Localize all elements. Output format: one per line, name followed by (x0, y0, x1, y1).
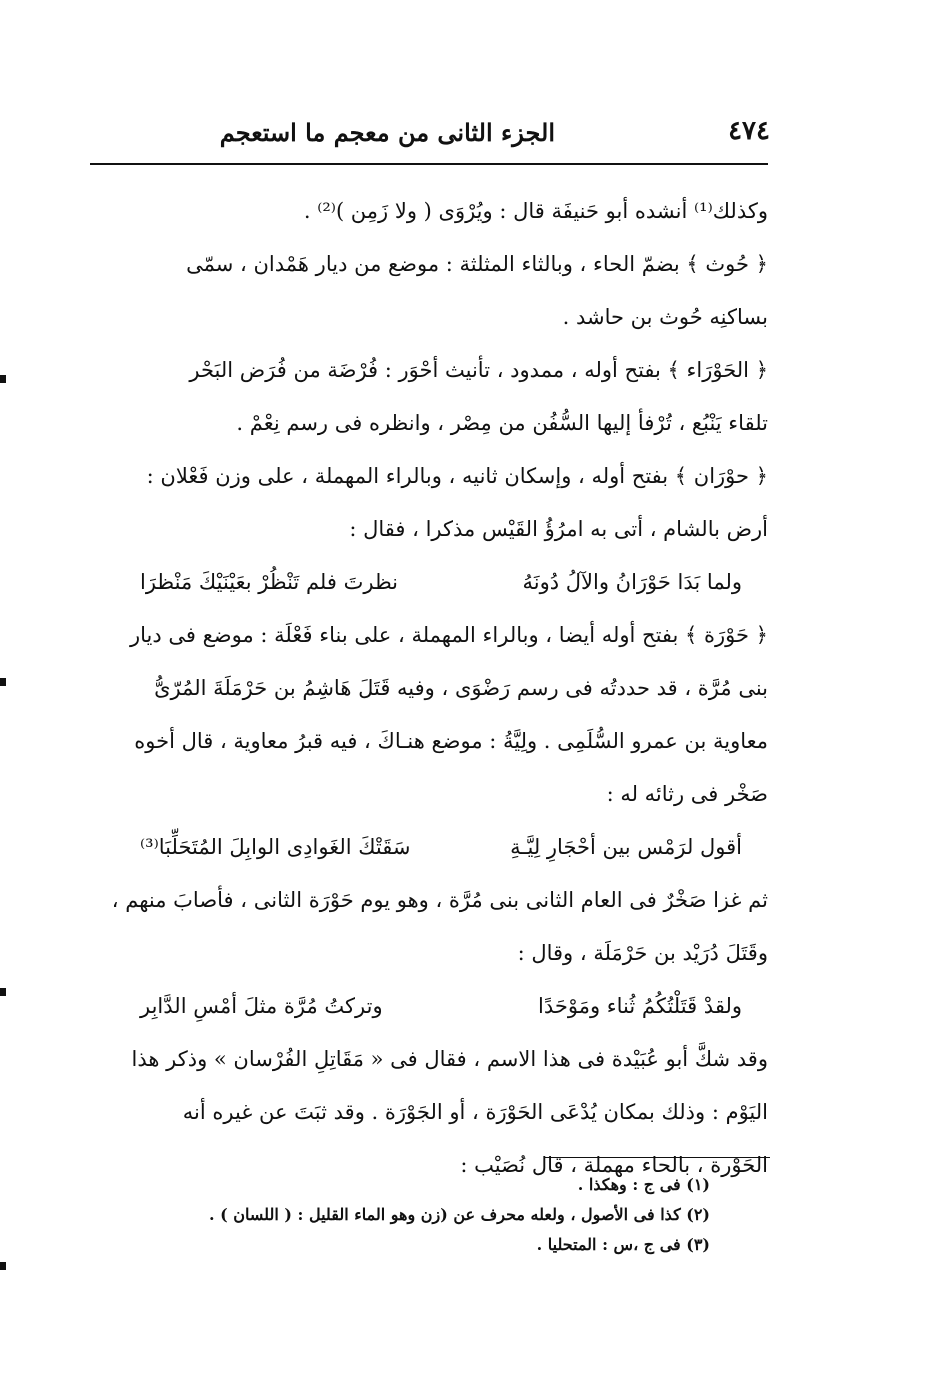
verse (100, 980, 768, 1033)
footnote: (١) فى ج : وهكذا . (577, 1175, 710, 1194)
verse-hemistich-first: ولما بَدَا حَوْرَانُ والآلُ دُونَهُ (522, 570, 742, 594)
verse-hemistich-second: نظرتَ فلم تَنْظُرْ بعَيْنَيْكَ مَنْظرَا (140, 570, 399, 594)
text-line: وقَتَلَ دُرَيْد بن حَرْمَلَة ، وقال : (517, 941, 768, 965)
verse (100, 556, 768, 609)
verse (100, 821, 768, 874)
footnote: (٢) كذا فى الأصول ، ولعله محرف عن (زن وهو الماء القليل : ( اللسان ) . (209, 1205, 710, 1224)
text-line: صَخْر فى رثائه له : (606, 782, 768, 806)
running-title: الجزء الثانى من معجم ما استعجم (219, 118, 555, 147)
text-line: بساكنِه حُوث بن حاشد . (562, 305, 768, 329)
footnote-rule (545, 1157, 770, 1158)
scan-margin-mark (0, 375, 6, 383)
text-line: وقد شكَّ أبو عُبَيْدة فى هذا الاسم ، فقال فى « مَقَاتِلِ الفُرْسان » وذكر هذا (131, 1047, 768, 1071)
verse-hemistich-second: وتركتُ مُرَّة مثلَ أمْسِ الدَّابِر (140, 994, 383, 1018)
text-line: ﴿ حَوْرَة ﴾ بفتح أوله أيضا ، وبالراء المهملة ، على بناء فَعْلَة : موضع فى ديار (130, 623, 768, 647)
verse-hemistich-first: ولقدْ قَتَلْتُكُمُ ثُناء ومَوْحَدًا (538, 994, 742, 1018)
text-line: معاوية بن عمرو السُّلَمِى . ولِيَّةُ : موضع هنـاكَ ، فيه قبرُ معاوية ، قال أخوه (134, 729, 768, 753)
scan-margin-mark (0, 678, 6, 686)
text-line: ﴿ حُوث ﴾ بضمّ الحاء ، وبالثاء المثلثة : موضع من ديار هَمْدان ، سمّى (186, 252, 768, 276)
text-line: اليَوْم : وذلك بمكان يُدْعَى الحَوْرَة ، أو الجَوْرَة . وقد ثبَتَ عن غيره أنه (182, 1100, 768, 1124)
text-line: وكذلك⁽¹⁾ أنشده أبو حَنيفَة قال : ويُرْوَى ( ولا زَمِن )⁽²⁾ . (303, 199, 768, 223)
main-text (100, 185, 768, 1192)
text-line: ثم غزا صَخْرٌ فى العام الثانى بنى مُرَّة ، وهو يوم حَوْرَة الثانى ، فأصابَ منهم ، (111, 888, 768, 912)
text-line: أرض بالشام ، أتى به امرُؤُ القَيْس مذكرا ، فقال : (349, 517, 768, 541)
text-line: بنى مُرَّة ، قد حددتُه فى رسم رَضْوَى ، وفيه قَتَلَ هَاشِمُ بن حَرْمَلَةَ المُرّىُّ (154, 676, 768, 700)
page-number: ٤٧٤ (728, 116, 770, 146)
scan-margin-mark (0, 1262, 6, 1270)
text-line: ﴿ الحَوْرَاء ﴾ بفتح أوله ، ممدود ، تأنيث أحْوَر : فُرْضَة من فُرَض البَحْر (189, 358, 768, 382)
text-line: ﴿ حوْرَان ﴾ بفتح أوله ، وإسكان ثانيه ، وبالراء المهملة ، على وزن فَعْلان : (146, 464, 768, 488)
running-header (90, 112, 770, 156)
scan-margin-mark (0, 988, 6, 996)
header-rule (90, 163, 768, 165)
footnotes (100, 1170, 710, 1260)
text-line: تلقاء يَنْبُع ، تُرْفأ إليها السُّفُن من مِصْر ، وانظره فى رسم نِعْمْ . (236, 411, 768, 435)
footnote: (٣) فى ج ،س : المتحليا . (536, 1235, 710, 1254)
text-line: الحَوْرة ، بالحاء مهملة ، قال نُصَيْب : (460, 1153, 768, 1177)
verse-hemistich-second: سَقَتْكَ الغَوادِى الوابِلَ المُتَحَلِّبَا⁽³⁾ (140, 835, 411, 859)
verse-hemistich-first: أقول لرَمْس بين أحْجَارِ لِيَّـةِ (510, 835, 742, 859)
